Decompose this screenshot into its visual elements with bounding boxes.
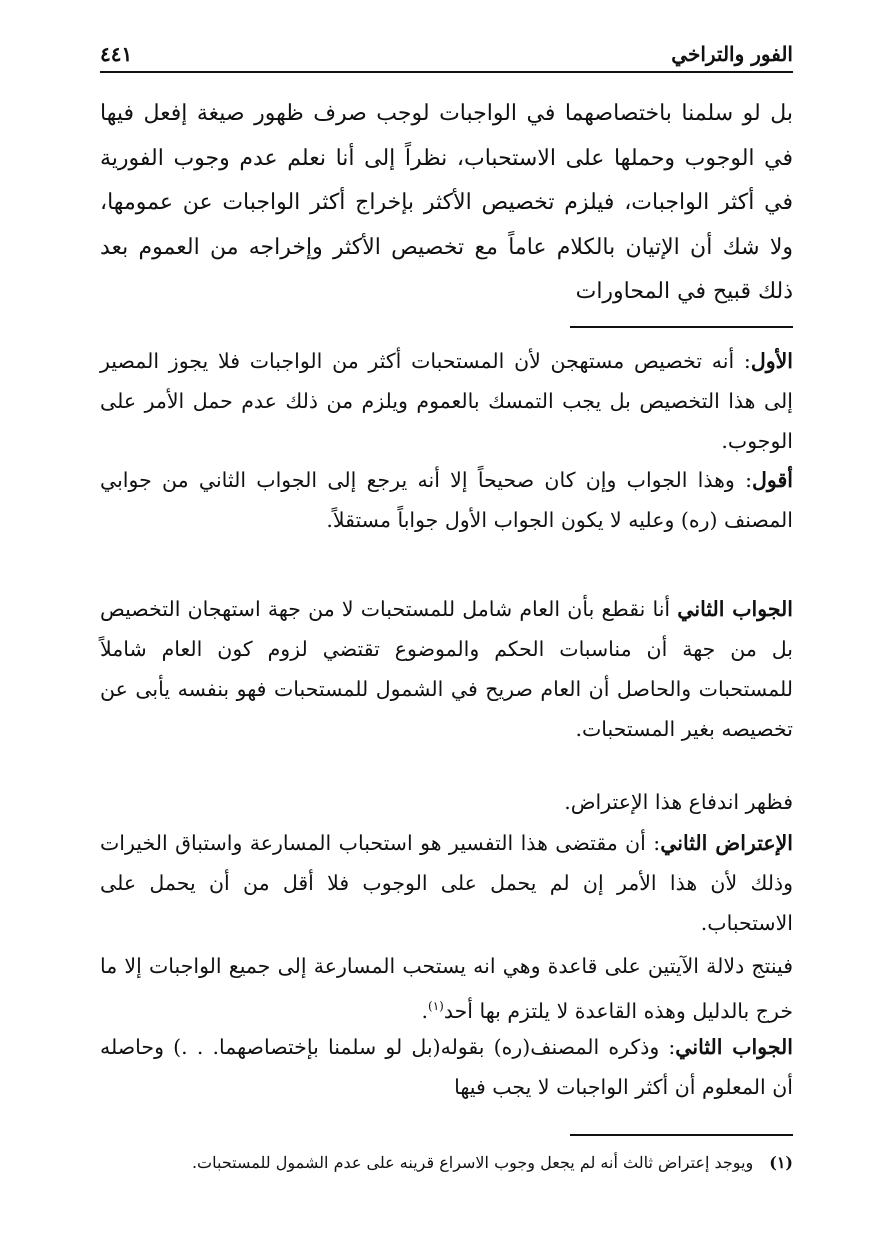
commentary-paragraph-4 — [100, 782, 793, 822]
commentary-paragraph-3 — [100, 589, 793, 749]
paragraph-end: . — [421, 998, 429, 1023]
paragraph-lead: الأول — [750, 349, 793, 373]
paragraph-lead: الإعتراض الثاني — [660, 831, 794, 855]
footnote-reference[interactable]: (١) — [428, 999, 444, 1013]
paragraph-lead: أقول — [752, 468, 793, 492]
commentary-paragraph-5 — [100, 823, 793, 943]
footnote-separator — [570, 1134, 793, 1136]
paragraph-lead: الجواب الثاني — [675, 1035, 793, 1059]
paragraph-text: أنا نقطع بأن العام شامل للمستحبات لا من جهة استهجان التخصيص بل من جهة أن مناسبات الحكم والموضوع تقتضي لزوم كون العام شاملاً للمستحبات والحاصل أن العام صريح في الشمول للمستحبات فهو بنفسه يأبى عن تخصيصه بغير المستحبات. — [100, 597, 793, 741]
commentary-paragraph-2 — [100, 460, 793, 540]
footnote-text: ويوجد إعتراض ثالث أنه لم يجعل وجوب الاسراع قرينه على عدم الشمول للمستحبات. — [191, 1153, 754, 1172]
running-title: الفور والتراخي — [671, 42, 793, 66]
commentary-paragraph-7 — [100, 1027, 793, 1107]
page-number: ٤٤١ — [100, 42, 133, 66]
main-text: بل لو سلمنا باختصاصهما في الواجبات لوجب صرف ظهور صيغة إفعل فيها في الوجوب وحملها على الاستحباب، نظراً إلى أنا نعلم عدم وجوب الفورية في أكثر الواجبات، فيلزم تخصيص الأكثر بإخراج أكثر الواجبات عن عمومها، ولا شك أن الإتيان بالكلام عاماً مع تخصيص الأكثر وإخراجه من العموم بعد ذلك قبيح في المحاورات — [100, 101, 793, 305]
footnote-mark: (١) — [769, 1153, 793, 1172]
page-header — [100, 30, 793, 66]
paragraph-text: : أن مقتضى هذا التفسير هو استحباب المسارعة واستباق الخيرات وذلك لأن هذا الأمر إن لم يحمل على الوجوب فلا أقل من أن يحمل على الاستحباب. — [100, 831, 793, 935]
paragraph-text: : وذكره المصنف(ره) بقوله(بل لو سلمنا بإختصاصهما. . .) وحاصله أن المعلوم أن أكثر الواجبات لا يجب فيها — [100, 1035, 793, 1099]
footnote — [100, 1150, 793, 1176]
paragraph-text: : وهذا الجواب وإن كان صحيحاً إلا أنه يرجع إلى الجواب الثاني من جوابي المصنف (ره) وعليه لا يكون الجواب الأول جواباً مستقلاً. — [100, 468, 793, 532]
commentary-separator — [570, 326, 793, 328]
paragraph-lead: الجواب الثاني — [677, 597, 794, 621]
paragraph-text: : أنه تخصيص مستهجن لأن المستحبات أكثر من الواجبات فلا يجوز المصير إلى هذا التخصيص بل يجب التمسك بالعموم ويلزم من ذلك عدم حمل الأمر على الوجوب. — [100, 349, 793, 453]
header-rule — [100, 71, 793, 73]
paragraph-text: فظهر اندفاع هذا الإعتراض. — [564, 790, 793, 814]
paragraph-text: فينتج دلالة الآيتين على قاعدة وهي انه يستحب المسارعة إلى جميع الواجبات إلا ما خرج بالدليل وهذه القاعدة لا يلتزم بها أحد — [100, 954, 793, 1023]
commentary-paragraph-6 — [100, 946, 793, 1031]
commentary-paragraph-1 — [100, 341, 793, 461]
